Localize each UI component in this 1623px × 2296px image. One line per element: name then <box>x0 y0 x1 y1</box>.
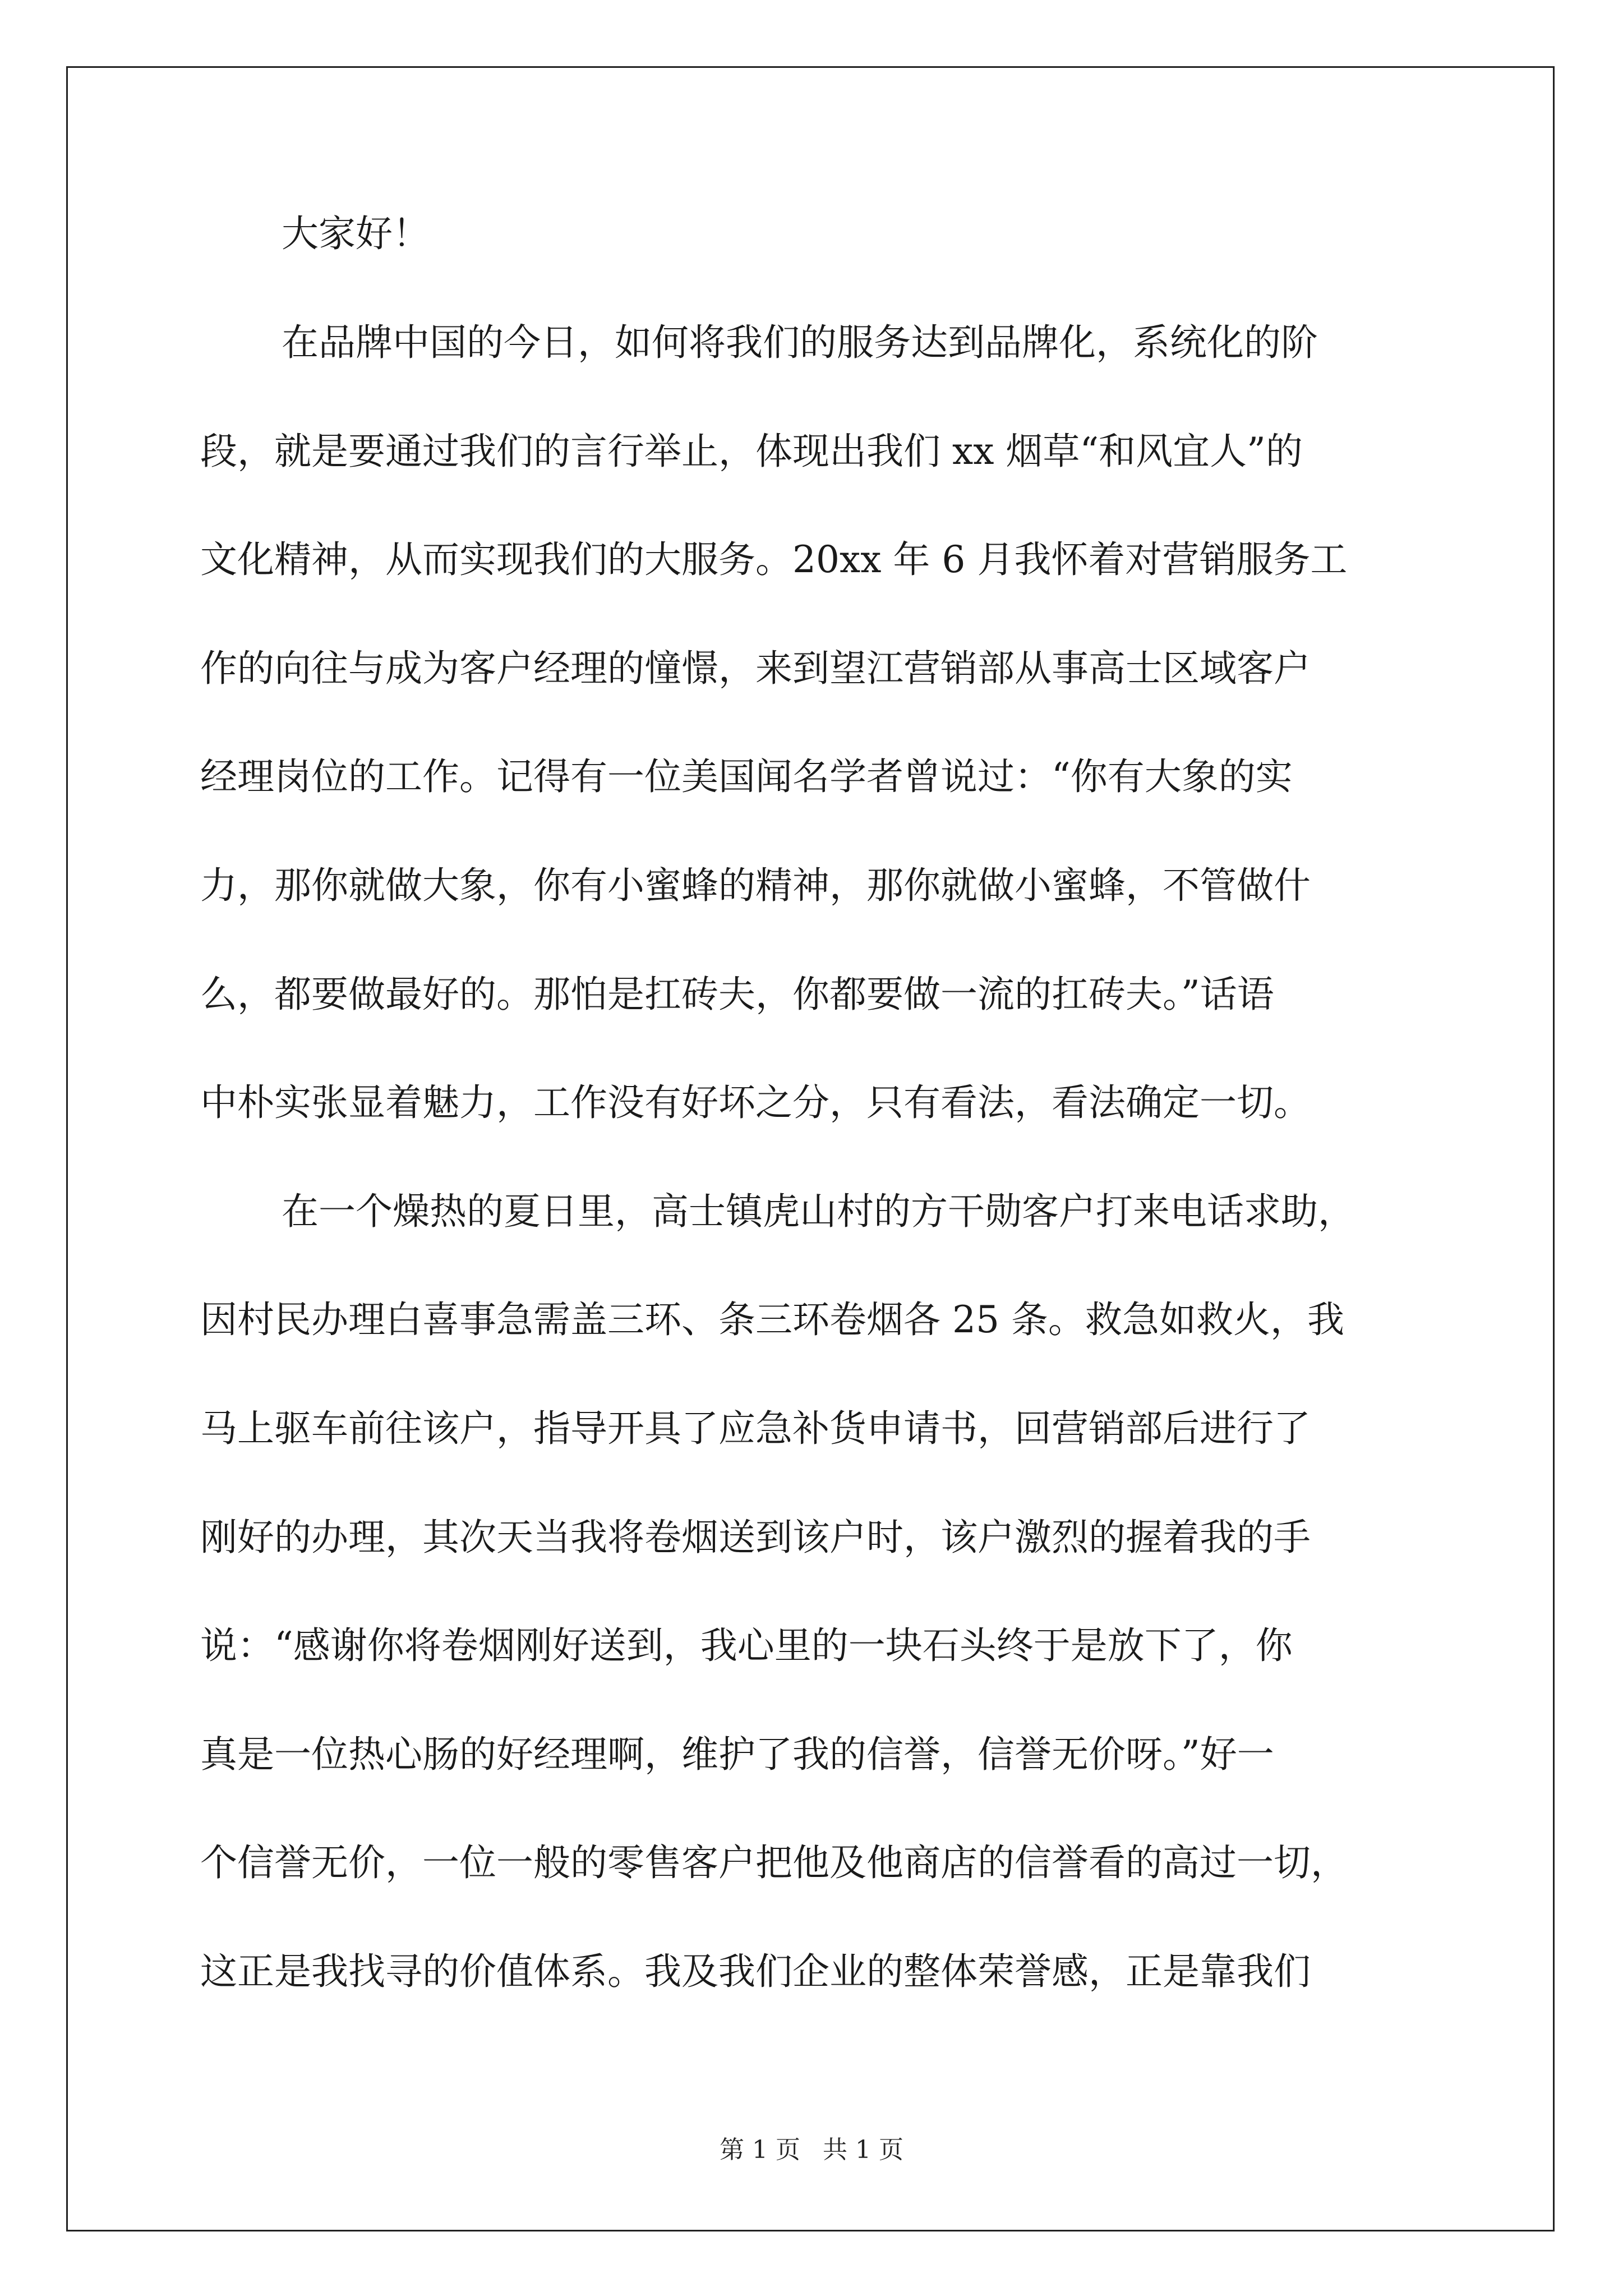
paragraph-2-line-3: 马上驱车前往该户，指导开具了应急补货申请书，回营销部后进行了 <box>200 1407 1311 1450</box>
page-number-current: 第 1 页 <box>720 2136 800 2164</box>
page-footer <box>0 2133 1623 2167</box>
paragraph-1-line-5: 经理岗位的工作。记得有一位美国闻名学者曾说过：“你有大象的实 <box>200 755 1293 798</box>
paragraph-2-line-8: 这正是我找寻的价值体系。我及我们企业的整体荣誉感，正是靠我们 <box>200 1950 1311 1993</box>
paragraph-2-line-5: 说：“感谢你将卷烟刚好送到，我心里的一块石头终于是放下了，你 <box>200 1624 1293 1667</box>
paragraph-1-line-1: 在品牌中国的今日，如何将我们的服务达到品牌化，系统化的阶 <box>282 321 1318 364</box>
paragraph-1-line-2: 段，就是要通过我们的言行举止，体现出我们 xx 烟草“和风宜人”的 <box>200 430 1303 473</box>
paragraph-1-line-3: 文化精神，从而实现我们的大服务。20xx 年 6 月我怀着对营销服务工 <box>200 538 1348 581</box>
page-number-total: 共 1 页 <box>823 2136 903 2164</box>
paragraph-1-line-4: 作的向往与成为客户经理的憧憬，来到望江营销部从事高士区域客户 <box>200 647 1311 690</box>
paragraph-1-line-8: 中朴实张显着魅力，工作没有好坏之分，只有看法，看法确定一切。 <box>200 1081 1311 1124</box>
paragraph-2-line-7: 个信誉无价，一位一般的零售客户把他及他商店的信誉看的高过一切， <box>200 1841 1348 1884</box>
paragraph-2-line-4: 刚好的办理，其次天当我将卷烟送到该户时，该户激烈的握着我的手 <box>200 1516 1311 1559</box>
paragraph-2-line-1: 在一个燥热的夏日里，高士镇虎山村的方干勋客户打来电话求助， <box>282 1190 1355 1233</box>
paragraph-1-line-6: 力，那你就做大象，你有小蜜蜂的精神，那你就做小蜜蜂，不管做什 <box>200 864 1311 907</box>
paragraph-2-line-2: 因村民办理白喜事急需盖三环、条三环卷烟各 25 条。救急如救火，我 <box>200 1298 1344 1341</box>
greeting-line: 大家好！ <box>282 212 430 255</box>
page-border <box>66 66 1555 2231</box>
paragraph-2-line-6: 真是一位热心肠的好经理啊，维护了我的信誉，信誉无价呀。”好一 <box>200 1733 1274 1776</box>
paragraph-1-line-7: 么，都要做最好的。那怕是扛砖夫，你都要做一流的扛砖夫。”话语 <box>200 973 1274 1016</box>
